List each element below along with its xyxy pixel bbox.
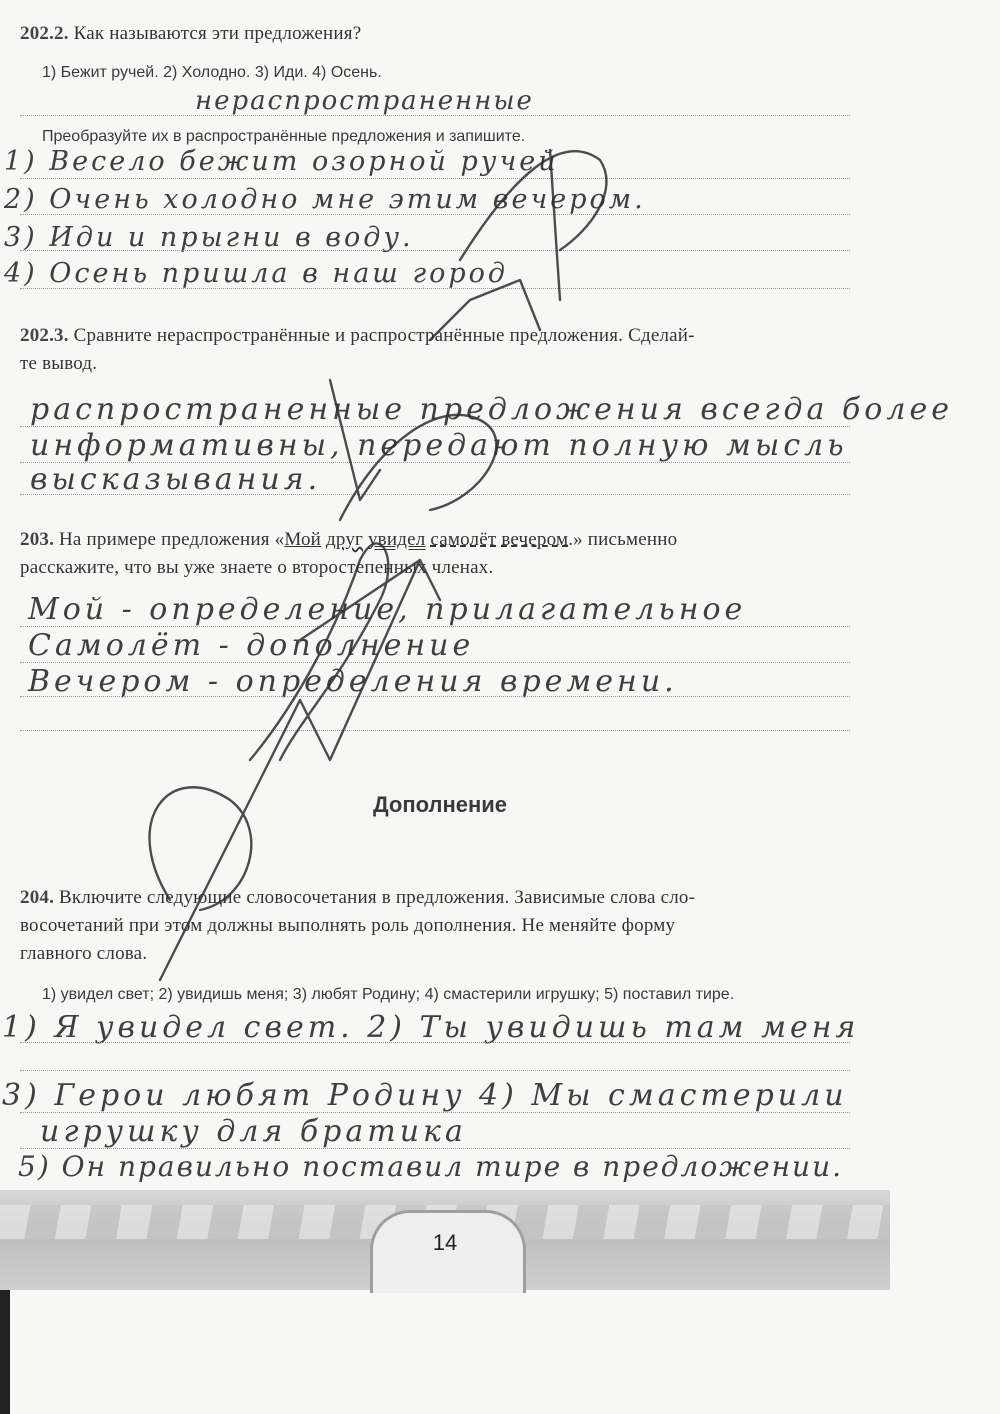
task-202-2-title [20,20,361,48]
task-number: 202.3. [20,325,69,346]
task-202-2-examples: 1) Бежит ручей. 2) Холодно. 3) Иди. 4) Осень. [42,64,382,81]
answer-line [20,494,850,495]
handwritten-line: Самолёт - дополнение [28,628,475,663]
handwritten-answer: нераспространенные [195,86,534,116]
sentence-word: Мой [284,529,322,550]
sentence-word: увидел [367,529,426,550]
task-204-title [20,884,695,912]
answer-line [20,1042,850,1043]
task-204-title-line3: главного слова. [20,943,148,964]
sentence-word: друг [326,529,364,550]
scan-edge [0,1290,10,1414]
task-number: 204. [20,887,55,908]
answer-line [20,696,850,697]
handwritten-line: 1) Я увидел свет. 2) Ты увидишь там меня [2,1010,860,1045]
task-204-examples: 1) увидел свет; 2) увидишь меня; 3) любят Родину; 4) смастерили игрушку; 5) поставил тире. [42,986,735,1003]
answer-line [20,115,850,116]
handwritten-line: высказывания. [30,462,322,497]
handwritten-line: 1) Весело бежит озорной ручей [4,146,559,177]
answer-line [20,730,850,731]
sentence-word: самолёт [430,529,497,550]
handwritten-line: 3) Иди и прыгни в воду. [4,222,414,253]
answer-line [20,178,850,179]
handwritten-line: 4) Осень пришла в наш город [4,258,508,289]
task-text: На примере предложения « [59,529,285,550]
task-question: Включите следующие словосочетания в предложения. Зависимые слова сло- [59,887,696,908]
handwritten-line: игрушку для братика [40,1114,467,1149]
task-question: Сравните нераспространённые и распространённые предложения. Сделай- [73,325,695,346]
task-text: .» письменно [568,529,678,550]
answer-line [20,1148,850,1149]
sentence-word: вечером [501,529,569,550]
handwritten-line: информативны, передают полную мысль [30,428,848,463]
task-question: Как называются эти предложения? [73,23,362,44]
page-number: 14 [432,1230,458,1255]
handwritten-line: 5) Он правильно поставил тире в предложении. [18,1150,844,1183]
task-202-3-title-line2: те вывод. [20,353,98,374]
handwritten-line: распространенные предложения всегда более [30,392,953,427]
handwritten-line: Вечером - определения времени. [28,664,678,699]
answer-line [20,426,850,427]
task-203-title [20,526,677,554]
handwritten-line: 3) Герои любят Родину 4) Мы смастерили [2,1078,848,1113]
answer-line [20,250,850,251]
task-number: 202.2. [20,23,69,44]
answer-line [20,1112,850,1113]
answer-line [20,626,850,627]
answer-line [20,288,850,289]
answer-line [20,662,850,663]
section-heading: Дополнение [372,792,508,817]
answer-line [20,1070,850,1071]
task-202-3-title [20,322,695,350]
handwritten-line: Мой - определение, прилагательное [28,592,747,627]
handwritten-line: 2) Очень холодно мне этим вечером. [4,184,646,215]
answer-line [20,214,850,215]
task-202-2-instruction: Преобразуйте их в распространённые предложения и запишите. [42,128,526,145]
task-204-title-line2: восочетаний при этом должны выполнять роль дополнения. Не меняйте форму [20,915,676,936]
task-203-title-line2: расскажите, что вы уже знаете о второстепенных членах. [20,557,494,578]
task-number: 203. [20,529,55,550]
